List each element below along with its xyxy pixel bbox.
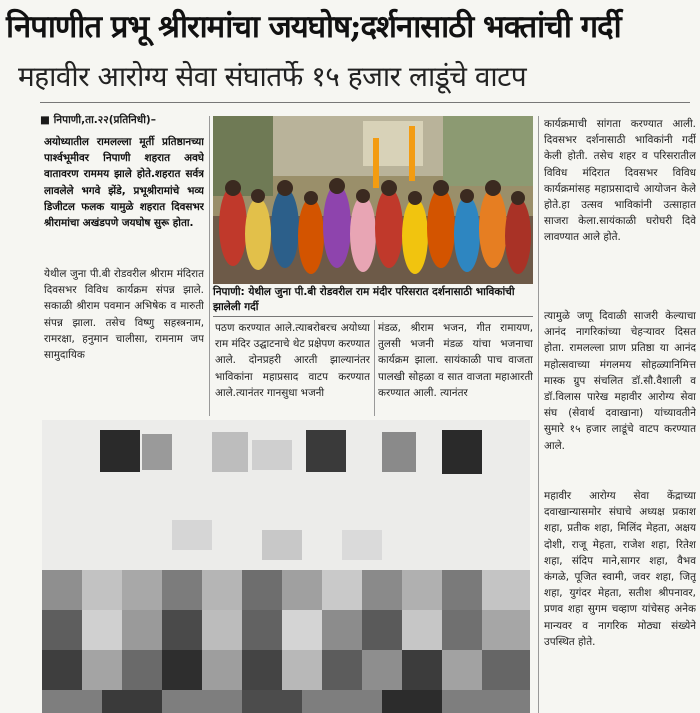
- crowd-photo: [213, 116, 533, 284]
- lead-paragraph: अयोध्यातील रामलल्ला मूर्ती प्रतिष्ठानच्या पार्श्वभूमीवर निपाणी शहरात अवघे वातावरण राममय झाले होते.शहरात सर्वत्र लावलेले भगवे झेंडे, प्रभूश्रीरामांचे भव्य डिजीटल फलक यामुळे शहरात दिवसभर श्रीरामांचा अखंडपणे जयघोष सुरू होता.: [44, 136, 204, 230]
- rule-under-caption: [213, 316, 533, 317]
- body-paragraph-3: मंडळ, श्रीराम भजन, गीत रामायण, तुलसी भजनी मंडळ यांचा भजनाचा कार्यक्रम झाला. सायंकाळी पाच वाजता पालखी सोहळा व सात वाजता महाआरती करण्यात आली. त्यानंतर: [378, 322, 533, 399]
- body-paragraph-4: कार्यक्रमाची सांगता करण्यात आली. दिवसभर दर्शनासाठी भाविकांनी गर्दी केली होती. तसेच शहर व परिसरातील विविध मंदिरात दिवसभर विविध कार्यक्रमांसह महाप्रसादाचे आयोजन केले होते.हा उत्सव भाविकांनी उत्साहात साजरा केला.सायंकाळी घरोघरी दिवे लावण्यात आले होते.: [544, 118, 696, 244]
- body-paragraph-6: महावीर आरोग्य सेवा केंद्राच्या दवाखान्यासमोर संघाचे अध्यक्ष प्रकाश शहा, प्रतीक शहा, मिलिंद मेहता, अक्षय दोशी, राजू मेहता, राजेश शहा, रितेश शहा, संदिप माने,सागर शहा, वैभव कंगळे, पूजित स्वामी, जवर शहा, जितू शहा, युगंदर मेहता, सतीश श्रीपनावर, प्रणव शहा सुगम चव्हाण यांचेसह अनेक मान्यवर व नागरिक मोठ्या संख्येने उपस्थित होते.: [544, 490, 696, 648]
- body-paragraph-1: येथील जुना पी.बी रोडवरील श्रीराम मंदिरात दिवसभर विविध कार्यक्रम संपन्न झाले. सकाळी श्रीराम पवमान अभिषेक व मारुती संपन्न झाला. तसेच विष्णु सहस्त्रनाम, रामरक्षा, हनुमान चालीसा, रामनाम जप सामुदायिक: [44, 268, 204, 362]
- headline: निपाणीत प्रभू श्रीरामांचा जयघोष;दर्शनासाठी भक्तांची गर्दी: [6, 9, 621, 45]
- body-paragraph-5: त्यामुळे जणू दिवाळी साजरी केल्याचा आनंद नागरिकांच्या चेहऱ्यावर दिसत होता. रामलल्ला प्राण प्रतिष्ठा या आनंद महोत्सवाच्या मंगलमय सोहळ्यानिमित्त मास्क ग्रुप संचलित डॉ.सौ.वैशाली व डॉ.विलास पारेख महावीर आरोग्य सेवा संघ (सेवार्थ दवाखाना) यांच्यावतीने सुमारे १५ हजार लाडूंचे वाटप करण्यात आले.: [544, 310, 696, 452]
- dateline: ■ निपाणी,ता.२२(प्रतिनिधी)–: [40, 114, 156, 126]
- subheadline: महावीर आरोग्य सेवा संघातर्फे १५ हजार लाडूंचे वाटप: [18, 60, 527, 93]
- column-divider: [374, 320, 375, 416]
- column-divider: [538, 116, 539, 713]
- body-paragraph-2: पठण करण्यात आले.त्याबरोबरच अयोध्या राम मंदिर उद्घाटनाचे थेट प्रक्षेपण करण्यात आले. दोनप्रहरी आरती झाल्यानंतर भाविकांना महाप्रसाद वाटप करण्यात आले.त्यानंतर गानसुधा भजनी: [215, 322, 370, 399]
- photo-caption: निपाणी: येथील जुना पी.बी रोडवरील राम मंदीर परिसरात दर्शनासाठी भाविकांची झालेली गर्दी: [213, 286, 515, 313]
- pixelated-advertisement: [42, 420, 530, 713]
- rule-under-subhead: [40, 102, 690, 103]
- column-divider: [209, 116, 210, 416]
